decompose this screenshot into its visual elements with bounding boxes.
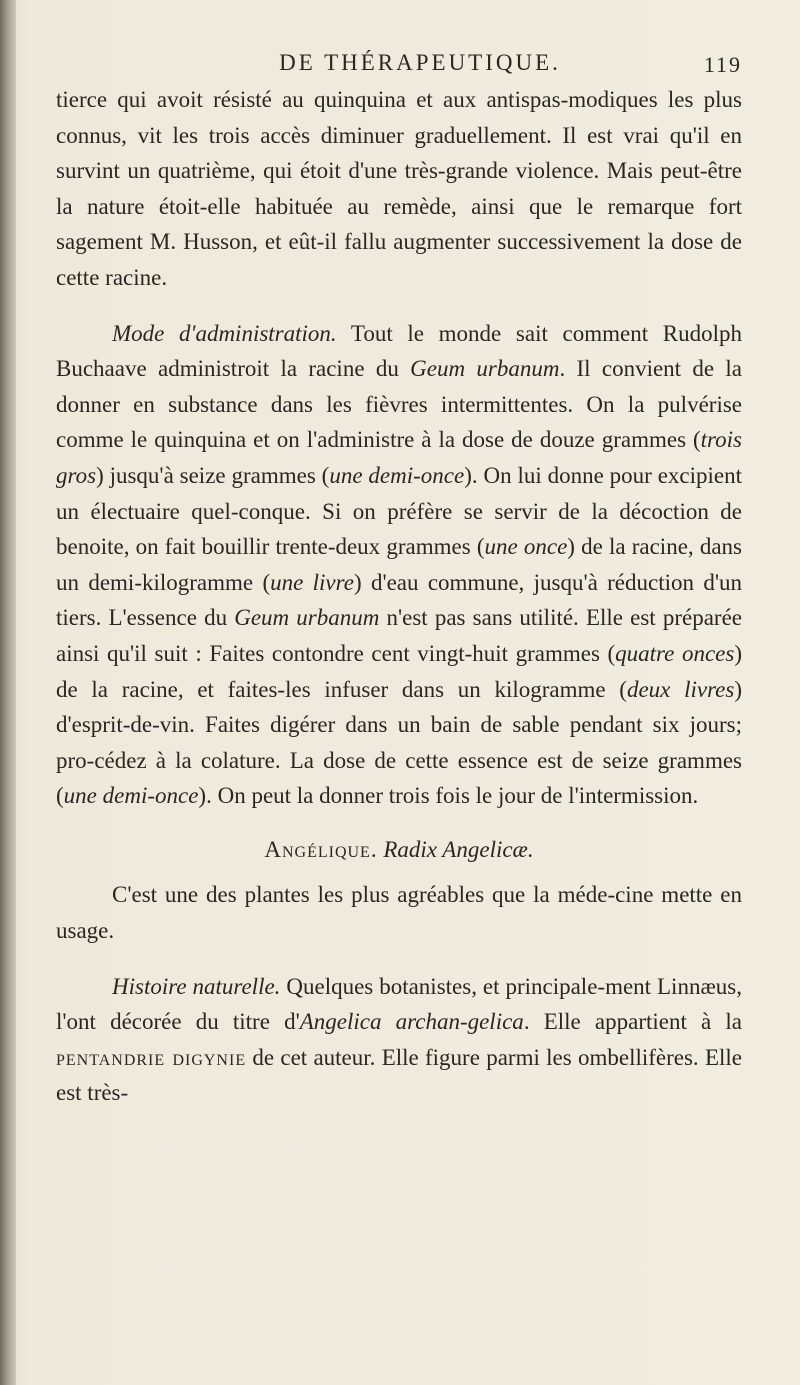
running-title: DE THÉRAPEUTIQUE. [279, 50, 561, 75]
body-text [56, 82, 742, 1111]
text-run: ). On peut la donner trois fois le jour de l'intermission. [198, 783, 699, 809]
text-run: . Il convient de la donner en substance dans les fièvres intermittentes. On la pulvérise comme le quinquina et on l'administre à la dose de douze grammes ( [56, 356, 742, 453]
old-unit: une demi-once [329, 462, 465, 488]
page-number: 119 [703, 52, 742, 77]
paragraph-continuation [56, 82, 742, 296]
paragraph-heading: Mode d'administration. [112, 320, 337, 346]
text-run: n'est pas sans utilité. Elle est préparée ainsi qu'il suit : Faites contondre cent vingt-huit grammes ( [56, 605, 742, 666]
text-run: ) de la racine, dans un demi-kilogramme ( [56, 534, 742, 595]
section-latin-name: Radix Angelicæ. [383, 836, 534, 862]
paragraph-histoire-naturelle [56, 969, 742, 1111]
running-header [160, 50, 680, 76]
text-run: ) d'eau commune, jusqu'à réduction d'un tiers. L'essence du [56, 569, 742, 631]
text-run: . Elle appartient à la [523, 1009, 742, 1035]
botanical-class: pentandrie digynie [56, 1044, 247, 1070]
text-run: C'est une des plantes les plus agréables que la méde-cine mette en usage. [56, 882, 742, 944]
page-binding-edge [0, 0, 16, 1385]
old-unit: quatre onces [615, 640, 735, 666]
latin-term: Geum urbanum [410, 356, 560, 382]
latin-term: Geum urbanum [234, 605, 380, 631]
text-run: ). On lui donne pour excipient un électuaire quel-conque. Si on préfère se servir de la décoction de benoite, on fait bouillir trente-deux grammes ( [56, 462, 743, 560]
text-run: ) d'esprit-de-vin. Faites digérer dans un bain de sable pendant six jours; pro-cédez à la colature. La dose de cette essence est de seize grammes ( [56, 676, 743, 809]
old-unit: une livre [270, 569, 354, 595]
old-unit: une once [484, 534, 568, 560]
paragraph-mode-administration [56, 316, 742, 814]
old-unit: une demi-once [63, 783, 199, 809]
latin-term: Angelica archan-gelica [299, 1009, 524, 1035]
section-name: Angélique. [264, 836, 378, 862]
text-run: ) de la racine, et faites-les infuser dans un kilogramme ( [56, 640, 742, 702]
paragraph-intro [56, 877, 742, 948]
text-run: tierce qui avoit résisté au quinquina et aux antispas-modiques les plus connus, vit les trois accès diminuer graduellement. Il est vrai qu'il en survint un quatrième, qui étoit d'une très-grande violence. Mais peut-être la nature étoit-elle habituée au remède, ainsi que le remarque fort sagement M. Husson, et eût-il fallu augmenter successivement la dose de cette racine. [56, 87, 742, 290]
paragraph-heading: Histoire naturelle. [112, 973, 281, 999]
old-unit: trois gros [56, 427, 742, 488]
text-run: de cet auteur. Elle figure parmi les ombellifères. Elle est très- [56, 1044, 742, 1106]
section-heading [56, 832, 742, 868]
text-run: Quelques botanistes, et principale-ment Linnæus, l'ont décorée du titre d' [56, 973, 742, 1035]
old-unit: deux livres [626, 676, 735, 702]
text-run: Tout le monde sait comment Rudolph Buchaave administroit la racine du [56, 320, 743, 382]
text-run: ) jusqu'à seize grammes ( [96, 462, 330, 488]
